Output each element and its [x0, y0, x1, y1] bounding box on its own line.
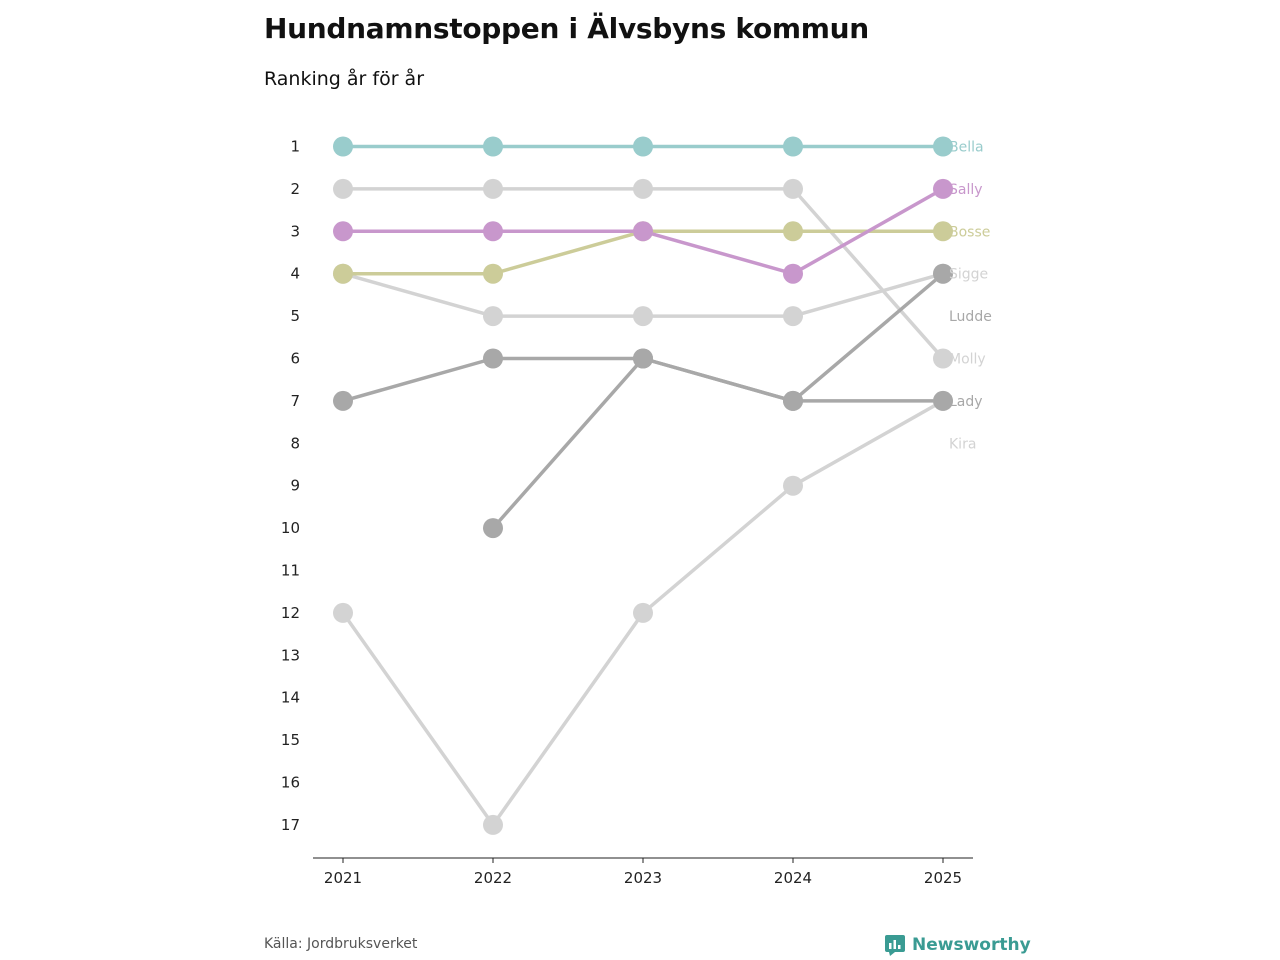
newsworthy-logo-icon — [884, 934, 906, 956]
y-tick-label: 12 — [280, 603, 300, 622]
y-tick-label: 4 — [290, 264, 300, 283]
point-ludde — [783, 391, 803, 411]
end-label-ludde: Ludde — [949, 309, 992, 326]
point-bosse — [333, 264, 353, 284]
brand-logo[interactable] — [884, 934, 1031, 956]
y-tick-label: 5 — [290, 307, 300, 326]
point-sally — [333, 221, 353, 241]
point-sigge — [783, 306, 803, 326]
y-tick-label: 1 — [290, 137, 300, 156]
y-tick-label: 9 — [290, 476, 300, 495]
y-tick-label: 11 — [280, 561, 300, 580]
y-tick-label: 16 — [280, 773, 300, 792]
x-tick-label: 2024 — [773, 869, 813, 887]
point-sigge — [633, 306, 653, 326]
point-bella — [633, 137, 653, 157]
point-molly — [333, 179, 353, 199]
point-ludde — [633, 349, 653, 369]
point-sally — [783, 264, 803, 284]
point-molly — [783, 179, 803, 199]
y-tick-label: 8 — [290, 434, 300, 453]
point-bosse — [783, 221, 803, 241]
brand-name: Newsworthy — [912, 935, 1031, 955]
end-label-molly: Molly — [949, 351, 986, 368]
x-tick-label: 2021 — [323, 869, 363, 887]
y-axis-ticks — [281, 138, 300, 834]
end-label-kira: Kira — [949, 436, 977, 453]
y-tick-label: 6 — [290, 349, 300, 368]
y-tick-label: 17 — [280, 815, 300, 834]
point-ludde — [483, 518, 503, 538]
x-tick-label: 2025 — [923, 869, 963, 887]
y-tick-label: 10 — [280, 519, 300, 538]
point-bella — [483, 137, 503, 157]
y-tick-label: 14 — [280, 688, 300, 707]
x-tick-label: 2022 — [473, 869, 513, 887]
end-label-bosse: Bosse — [949, 224, 991, 241]
point-lady — [483, 349, 503, 369]
x-tick-label: 2023 — [623, 869, 663, 887]
y-tick-label: 13 — [280, 646, 300, 665]
point-kira — [783, 476, 803, 496]
point-kira — [333, 603, 353, 623]
source-note: Källa: Jordbruksverket — [264, 936, 418, 952]
end-label-sigge: Sigge — [949, 266, 989, 283]
end-label-sally: Sally — [949, 181, 983, 198]
series-lines — [343, 147, 943, 825]
point-molly — [483, 179, 503, 199]
x-axis-ticks — [324, 858, 962, 887]
y-tick-label: 15 — [280, 731, 300, 750]
point-kira — [483, 815, 503, 835]
point-molly — [633, 179, 653, 199]
end-labels — [949, 140, 992, 453]
end-label-lady: Lady — [949, 393, 983, 410]
point-sally — [483, 221, 503, 241]
point-lady — [333, 391, 353, 411]
point-sigge — [483, 306, 503, 326]
point-sally — [633, 221, 653, 241]
point-bella — [333, 137, 353, 157]
y-tick-label: 2 — [290, 179, 300, 198]
chart-title: Hundnamnstoppen i Älvsbyns kommun — [264, 12, 869, 45]
chart-subtitle: Ranking år för år — [264, 68, 425, 90]
point-kira — [633, 603, 653, 623]
point-bosse — [483, 264, 503, 284]
y-tick-label: 7 — [290, 391, 300, 410]
end-label-bella: Bella — [949, 139, 984, 156]
y-tick-label: 3 — [290, 222, 300, 241]
point-bella — [783, 137, 803, 157]
